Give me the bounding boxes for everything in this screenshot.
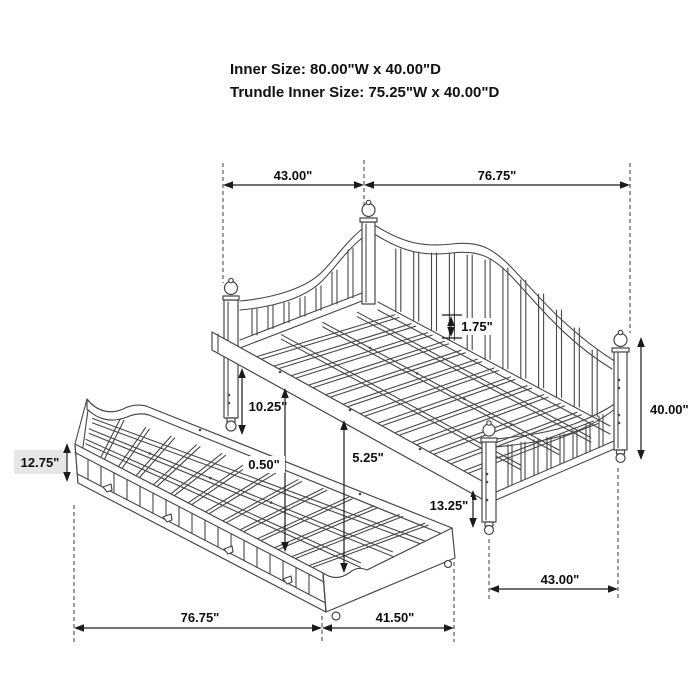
dim-label: 40.00": [650, 402, 689, 417]
dim-trundle-length: [74, 610, 322, 632]
dim-label: 0.50": [248, 457, 280, 472]
foot-ball: [226, 421, 236, 431]
trundle-inner-size-text: Trundle Inner Size: 75.25"W x 40.00"D: [230, 84, 500, 101]
finial-knob: [229, 278, 233, 282]
daybed-drawing: [212, 200, 629, 534]
dim-label: 10.25": [248, 399, 288, 414]
caster-wheel: [445, 561, 452, 568]
dim-right-end-depth: [489, 572, 618, 593]
dim-trundle-depth: [322, 610, 454, 632]
dim-top-right-width: [364, 168, 630, 189]
dim-label: 43.00": [273, 168, 313, 183]
inner-size-text: Inner Size: 80.00"W x 40.00"D: [230, 61, 441, 78]
daybed-right-front-post: [481, 421, 497, 535]
dim-overall-height: [637, 337, 689, 460]
dim-label: 1.75": [461, 319, 493, 334]
finial-base: [612, 348, 629, 352]
dim-label: 43.00": [540, 572, 580, 587]
finial-base: [223, 296, 239, 300]
dim-label: 12.75": [20, 455, 60, 470]
finial-ball: [614, 334, 627, 347]
dim-deck-thickness: [442, 315, 497, 338]
finial-knob: [618, 330, 622, 334]
foot-ball: [485, 526, 494, 535]
finial-base: [360, 218, 377, 222]
foot-ball: [616, 454, 625, 463]
dim-label: 76.75": [180, 610, 220, 625]
title-block: [230, 61, 499, 101]
daybed-left-back-post: [360, 200, 377, 304]
dim-label: 76.75": [477, 168, 517, 183]
finial-base: [481, 438, 497, 442]
dim-label: 13.25": [429, 498, 469, 513]
dim-label: 5.25": [352, 450, 384, 465]
finial-knob: [487, 421, 491, 425]
trundle-right-end: [323, 528, 455, 620]
daybed-right-back-post: [612, 330, 629, 462]
finial-knob: [366, 200, 370, 204]
left-arm-slats: [252, 249, 353, 336]
caster-wheel: [332, 612, 340, 620]
dim-top-left-width: [223, 168, 364, 189]
dim-label: 41.50": [375, 610, 415, 625]
dim-trundle-height: [14, 443, 71, 482]
finial-ball: [225, 282, 238, 295]
